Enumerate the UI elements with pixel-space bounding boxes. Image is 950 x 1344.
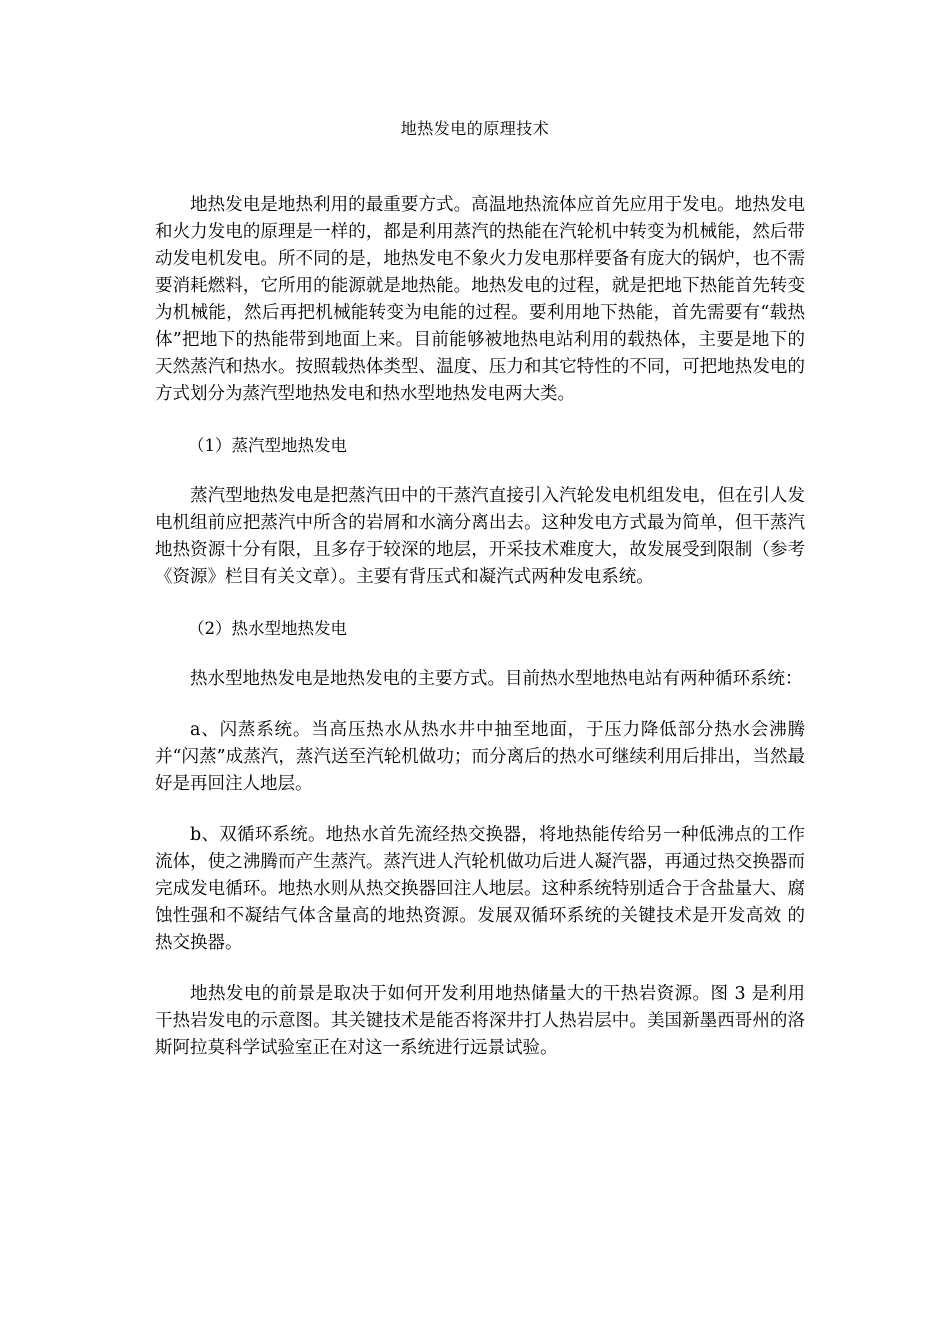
flash-system-paragraph: a、闪蒸系统。当高压热水从热水井中抽至地面，于压力降低部分热水会沸腾并“闪蒸”成蒸汽，蒸汽送至汽轮机做功；而分离后的热水可继续利用后排出，当然最好是再回注人地层。 [155, 720, 805, 794]
section-heading-steam: （1）蒸汽型地热发电 [188, 436, 347, 455]
section-heading-hot-water: （2）热水型地热发电 [188, 619, 347, 638]
hot-water-paragraph: 热水型地热发电是地热发电的主要方式。目前热水型地热电站有两种循环系统： [190, 669, 803, 689]
outlook-paragraph: 地热发电的前景是取决于如何开发利用地热储量大的干热岩资源。图 3 是利用干热岩发电的示意图。其关键技术是能否将深井打人热岩层中。美国新墨西哥州的洛斯阿拉莫科学试验室正在对这一系统进行远景试验。 [155, 984, 805, 1058]
steam-paragraph: 蒸汽型地热发电是把蒸汽田中的干蒸汽直接引入汽轮发电机组发电，但在引人发电机组前应把蒸汽中所含的岩屑和水滴分离出去。这种发电方式最为简单，但干蒸汽地热资源十分有限，且多存于较深的地层，开采技术难度大，故发展受到限制（参考《资源》栏目有关文章）。主要有背压式和凝汽式两种发电系统。 [155, 486, 805, 587]
intro-paragraph: 地热发电是地热利用的最重要方式。高温地热流体应首先应用于发电。地热发电和火力发电的原理是一样的，都是利用蒸汽的热能在汽轮机中转变为机械能，然后带动发电机发电。所不同的是，地热发电不象火力发电那样要备有庞大的锅炉，也不需要消耗燃料，它所用的能源就是地热能。地热发电的过程，就是把地下热能首先转变为机械能，然后再把机械能转变为电能的过程。要利用地下热能，首先需要有“载热体”把地下的热能带到地面上来。目前能够被地热电站利用的载热体，主要是地下的天然蒸汽和热水。按照载热体类型、温度、压力和其它特性的不同，可把地热发电的方式划分为蒸汽型地热发电和热水型地热发电两大类。 [155, 195, 805, 404]
document-title: 地热发电的原理技术 [400, 119, 550, 138]
binary-cycle-paragraph: b、双循环系统。地热水首先流经热交换器，将地热能传给另一种低沸点的工作流体，使之沸腾而产生蒸汽。蒸汽进人汽轮机做功后进人凝汽器，再通过热交换器而完成发电循环。地热水则从热交换器回注人地层。这种系统特别适合于含盐量大、腐蚀性强和不凝结气体含量高的地热资源。发展双循环系统的关键技术是开发高效 的热交换器。 [155, 825, 805, 953]
document-body [155, 192, 805, 1086]
